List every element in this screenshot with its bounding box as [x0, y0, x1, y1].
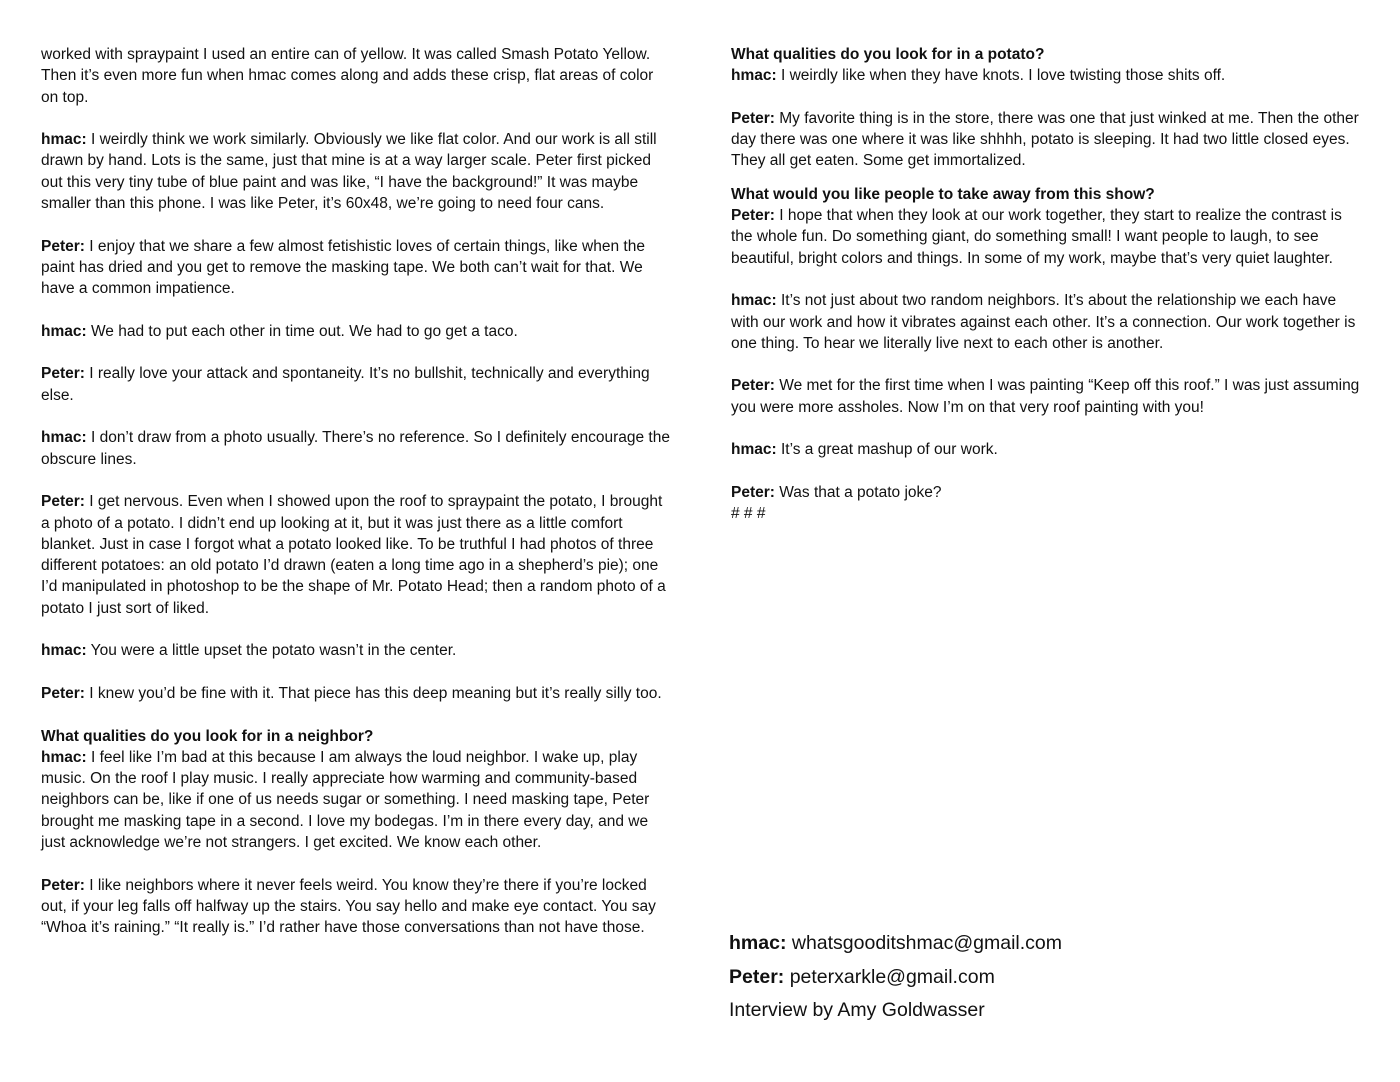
right-column	[731, 44, 1361, 525]
speaker-label: hmac:	[41, 642, 87, 660]
paragraph	[731, 290, 1361, 354]
email-address: peterxarkle@gmail.com	[789, 965, 995, 988]
paragraph	[41, 44, 673, 108]
speaker-label: hmac:	[41, 322, 87, 340]
email-address: whatsgooditshmac@gmail.com	[791, 932, 1063, 954]
paragraph-text: I weirdly like when they have knots. I love twisting those shits off.	[776, 67, 1226, 85]
paragraph-text: You were a little upset the potato wasn’t in the center.	[86, 642, 457, 660]
interview-credit: Interview by Amy Goldwasser	[729, 999, 985, 1021]
paragraph	[731, 439, 1361, 460]
takeaway-question-block	[731, 184, 1361, 269]
speaker-label: Peter:	[41, 237, 85, 255]
section-question: What qualities do you look for in a potato?	[731, 46, 1045, 63]
speaker-label: Peter:	[731, 377, 775, 395]
paragraph	[731, 108, 1361, 172]
speaker-label: hmac:	[731, 441, 777, 459]
paragraph-text: Was that a potato joke?	[774, 483, 942, 501]
section-question: What would you like people to take away from this show?	[731, 185, 1155, 203]
paragraph-text: I enjoy that we share a few almost fetishistic loves of certain things, like when the paint has dried and you get to remove the masking tape. We both can’t wait for that. We have a common impatience.	[41, 237, 645, 298]
closing-paragraph	[731, 482, 1361, 503]
paragraph	[41, 491, 673, 619]
paragraph-text: My favorite thing is in the store, there was one that just winked at me. Then the other day there was one where it was like shhhh, potato is sleeping. It had two little closed eyes. They all get eaten. Some get immortalized.	[731, 109, 1359, 170]
potato-question-block	[731, 44, 1361, 87]
contact-line-peter	[729, 961, 1062, 995]
paragraph-text: I like neighbors where it never feels weird. You know they’re there if you’re locked out, if your leg falls off halfway up the stairs. You say hello and make eye contact. You say “Whoa it’s raining.” “It really is.” I’d rather have those conversations than not have those.	[41, 876, 656, 937]
neighbor-question-block	[41, 726, 673, 854]
paragraph-text: We had to put each other in time out. We had to go get a taco.	[86, 322, 518, 340]
speaker-label: Peter:	[41, 684, 85, 702]
paragraph	[41, 683, 673, 704]
paragraph	[41, 363, 673, 406]
paragraph	[41, 129, 673, 214]
speaker-label: hmac:	[41, 429, 87, 447]
speaker-label: hmac:	[41, 748, 87, 766]
paragraph-text: I hope that when they look at our work together, they start to realize the contrast is the whole fun. Do something giant, do something small! I want people to laugh, to see beautiful, bright colors and things. In some of my work, maybe that’s very quiet laughter.	[731, 207, 1342, 267]
paragraph	[41, 875, 673, 939]
speaker-label: hmac:	[41, 131, 87, 149]
paragraph	[41, 321, 673, 342]
contact-label: Peter:	[729, 965, 785, 988]
speaker-label: Peter:	[41, 876, 85, 894]
paragraph-text: We met for the first time when I was painting “Keep off this roof.” I was just assuming you were more assholes. Now I’m on that very roof painting with you!	[731, 377, 1360, 416]
paragraph-text: I weirdly think we work similarly. Obviously we like flat color. And our work is all still drawn by hand. Lots is the same, just that mine is at a way larger scale. Peter first picked out this very tiny tube of blue paint and was like, “I have the background!” It was maybe smaller than this phone. I was like Peter, it’s 60x48, we’re going to need four cans.	[41, 131, 657, 213]
contact-line-hmac	[729, 927, 1062, 961]
paragraph-text: I really love your attack and spontaneity. It’s no bullshit, technically and everything else.	[41, 365, 650, 404]
speaker-label: Peter:	[41, 365, 85, 383]
contact-block	[729, 927, 1062, 1028]
paragraph	[41, 236, 673, 300]
paragraph-text: I get nervous. Even when I showed upon the roof to spraypaint the potato, I brought a photo of a potato. I didn’t end up looking at it, but it was just there as a little comfort blanket. Just in case I forgot what a potato looked like. To be truthful I had photos of three different potatoes: an old potato I’d drawn (eaten a long time ago in a shepherd’s pie); one I’d manipulated in photoshop to be the shape of Mr. Potato Head; then a random photo of a potato I just sort of liked.	[41, 493, 666, 617]
paragraph-text: It’s a great mashup of our work.	[776, 441, 998, 459]
speaker-label: Peter:	[731, 207, 775, 225]
paragraph-text: It’s not just about two random neighbors. It’s about the relationship we each have with our work and how it vibrates against each other. It’s a connection. Our work together is one thing. To hear we literally live next to each other is another.	[731, 292, 1356, 352]
end-mark: # # #	[731, 505, 766, 523]
left-column	[41, 44, 673, 960]
paragraph	[41, 427, 673, 470]
speaker-label: hmac:	[731, 67, 777, 85]
speaker-label: Peter:	[731, 109, 775, 127]
paragraph-text: worked with spraypaint I used an entire can of yellow. It was called Smash Potato Yellow. Then it’s even more fun when hmac comes along and adds these crisp, flat areas of color on top.	[41, 46, 654, 106]
paragraph-text: I knew you’d be fine with it. That piece has this deep meaning but it’s really silly too.	[84, 684, 662, 702]
speaker-label: Peter:	[41, 493, 85, 511]
paragraph-text: I feel like I’m bad at this because I am always the loud neighbor. I wake up, play music. On the roof I play music. I really appreciate how warming and community-based neighbors can be, like if one of us needs sugar or something. I need masking tape, Peter brought me masking tape in a second. I love my bodegas. I’m in there every day, and we just acknowledge we’re not strangers. I get excited. We know each other.	[41, 748, 650, 851]
contact-label: hmac:	[729, 932, 787, 954]
speaker-label: hmac:	[731, 292, 777, 310]
paragraph-text: I don’t draw from a photo usually. There’s no reference. So I definitely encourage the obscure lines.	[41, 429, 670, 468]
section-question: What qualities do you look for in a neighbor?	[41, 727, 374, 745]
paragraph	[731, 375, 1361, 418]
speaker-label: Peter:	[731, 483, 775, 501]
paragraph	[41, 640, 673, 661]
